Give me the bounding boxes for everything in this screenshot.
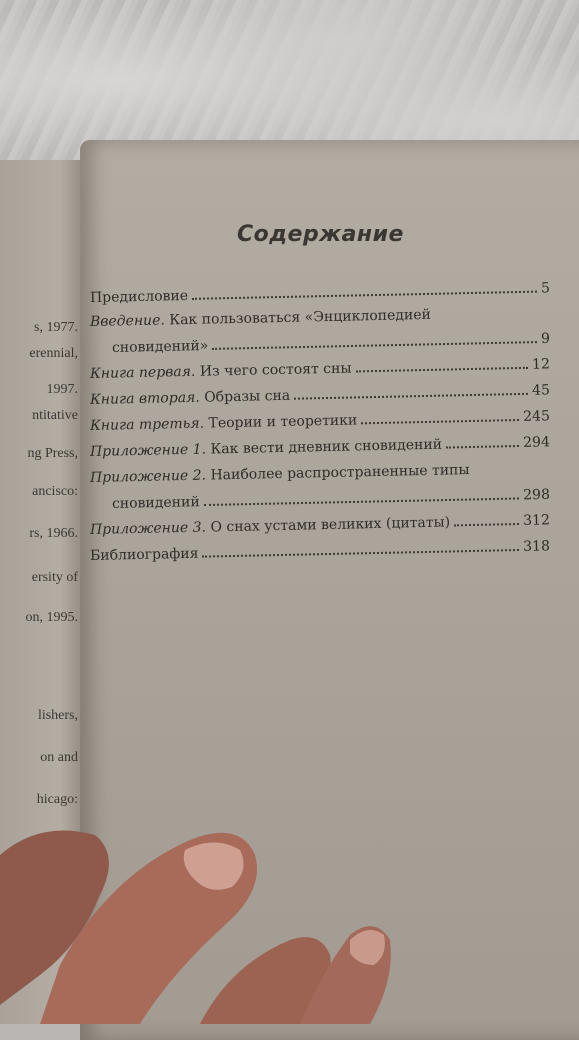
left-page-line: erennial, — [29, 346, 78, 361]
toc-leader-dots — [294, 393, 528, 400]
toc-entry-label: сновидений» — [111, 337, 209, 356]
toc-entry-page: 45 — [531, 382, 551, 399]
toc-leader-dots — [361, 419, 519, 424]
toc-entry-label: Приложение 2. Наиболее распространенные типы — [89, 462, 470, 486]
toc-entry-page: 312 — [523, 512, 551, 529]
toc-title: Содержание — [237, 222, 404, 247]
toc-entry-page: 5 — [540, 280, 551, 297]
toc-entry-page: 245 — [523, 408, 551, 425]
toc-leader-dots — [356, 367, 529, 373]
toc-entry-label: Книга первая. Из чего состоят сны — [89, 360, 352, 382]
toc-entry-label: Приложение 1. Как вести дневник сновидений — [89, 436, 443, 460]
toc-entry-page: 12 — [531, 356, 551, 373]
toc-entry-label: сновидений — [111, 494, 200, 512]
hand-fingers — [0, 815, 579, 1024]
left-page-line: lishers, — [37, 708, 78, 723]
left-page-line: ersity of — [31, 570, 78, 585]
toc-entry-page: 9 — [540, 330, 551, 348]
toc-entry-label: Приложение 3. О снах устами великих (цитаты) — [89, 514, 451, 538]
toc-leader-dots — [454, 523, 519, 526]
toc-entry-label: Книга третья. Теории и теоретики — [89, 412, 358, 434]
left-page-line: on and — [40, 750, 78, 765]
left-page-line: ng Press, — [27, 446, 78, 461]
left-page-line: s, 1977. — [34, 320, 78, 335]
left-page-line: ntitative — [32, 408, 78, 423]
toc-entry-page: 318 — [523, 538, 551, 555]
toc-entry-label: Книга вторая. Образы сна — [89, 387, 291, 408]
toc-entry-page: 294 — [523, 434, 551, 451]
left-page-line: rs, 1966. — [29, 526, 78, 541]
left-page-line: on, 1995. — [25, 610, 78, 625]
toc-entry-label: Предисловие — [89, 287, 189, 306]
toc-entry-page: 298 — [523, 486, 551, 504]
toc-entry-label: Введение. Как пользоваться «Энциклопедией — [89, 306, 432, 330]
toc-leader-dots — [446, 445, 519, 449]
left-page-line: ancisco: — [32, 484, 78, 499]
left-page-line: hicago: — [36, 792, 78, 807]
left-page-line: 1997. — [46, 382, 78, 397]
toc-entry-label: Библиография — [89, 545, 199, 564]
